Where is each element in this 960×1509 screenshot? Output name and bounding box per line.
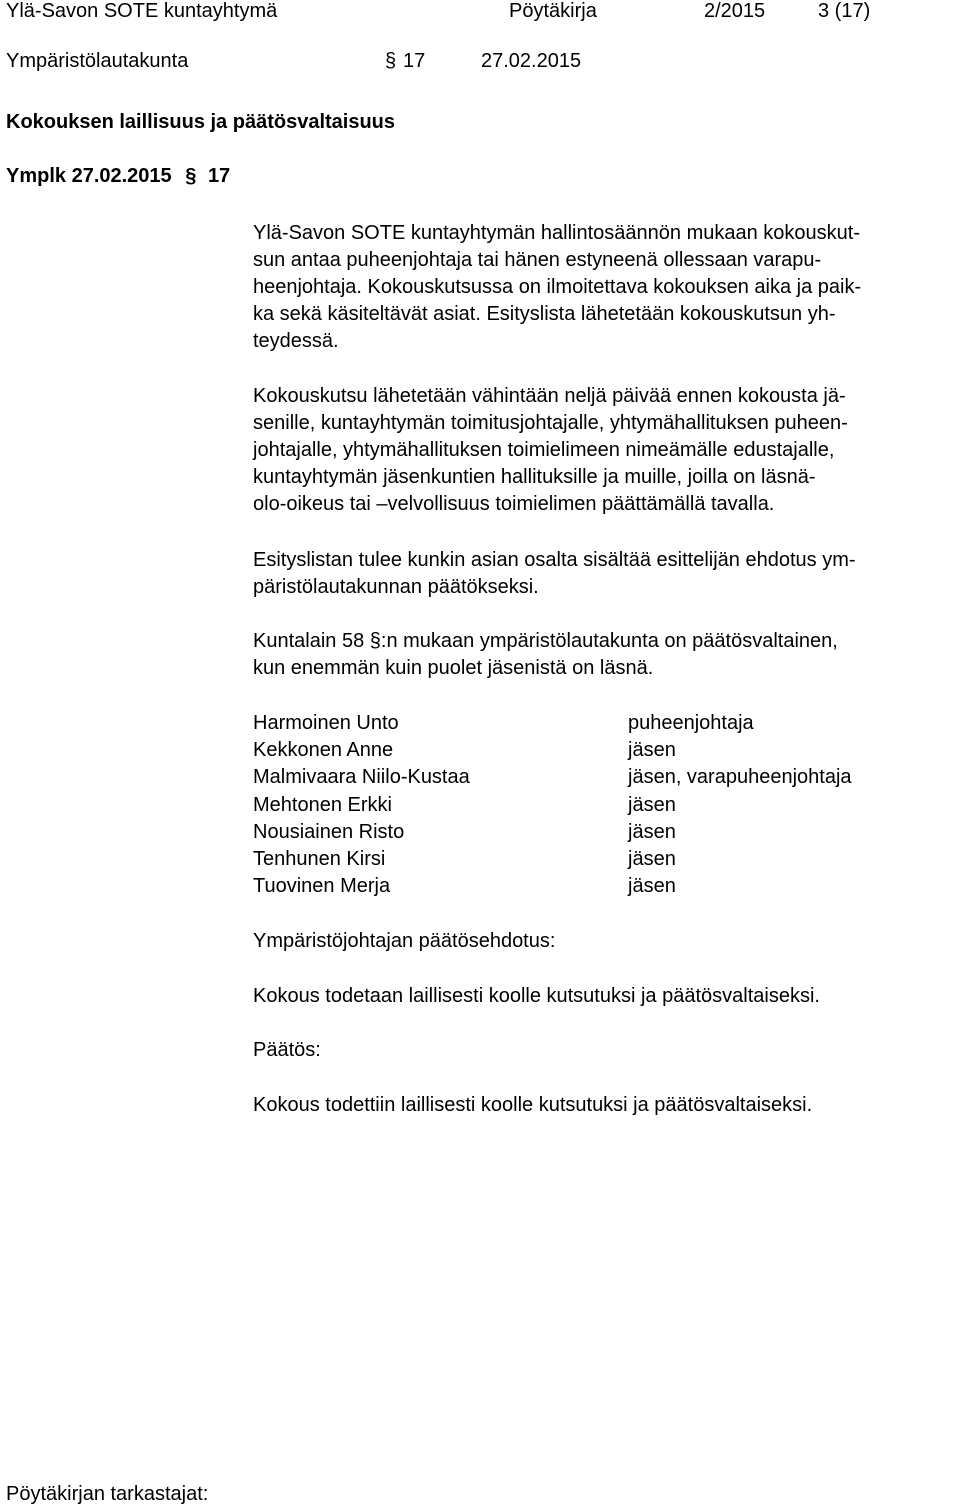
reference-section-mark: § — [185, 165, 197, 187]
proposal-text: Kokous todetaan laillisesti koolle kutsutuksi ja päätösvaltaiseksi. — [253, 985, 820, 1007]
member-role: jäsen — [628, 793, 676, 816]
committee-name: Ympäristölautakunta — [6, 50, 189, 72]
decision-text: Kokous todettiin laillisesti koolle kutsutuksi ja päätösvaltaiseksi. — [253, 1094, 813, 1116]
page-title: Kokouksen laillisuus ja päätösvaltaisuus — [6, 111, 396, 133]
quorum-text-after: :n mukaan ympäristölautakunta on päätösvaltainen, — [380, 630, 838, 652]
organization-name: Ylä-Savon SOTE kuntayhtymä — [6, 0, 278, 22]
paragraph-line: Esityslistan tulee kunkin asian osalta sisältää esittelijän ehdotus ym- — [253, 549, 856, 571]
member-row — [253, 873, 953, 900]
section-mark: § — [385, 50, 397, 72]
quorum-section-mark: § — [369, 630, 381, 652]
paragraph-line: johtajalle, yhtymähallituksen toimielimeen nimeämälle edustajalle, — [253, 439, 835, 461]
member-row — [253, 764, 953, 791]
member-role: jäsen — [628, 875, 676, 898]
member-row — [253, 819, 953, 846]
member-name: Nousiainen Risto — [253, 820, 405, 843]
paragraph-quorum — [253, 628, 958, 682]
paragraph-meeting-notice — [253, 220, 958, 355]
member-name: Tuovinen Merja — [253, 875, 391, 898]
member-name: Kekkonen Anne — [253, 739, 394, 762]
member-role: jäsen — [628, 847, 676, 870]
member-row — [253, 737, 953, 764]
section-number: 17 — [403, 50, 426, 72]
member-role: puheenjohtaja — [628, 712, 754, 734]
member-name: Harmoinen Unto — [253, 712, 399, 734]
member-role: jäsen — [628, 739, 676, 762]
paragraph-line: senille, kuntayhtymän toimitusjohtajalle, yhtymähallituksen puheen- — [253, 412, 848, 434]
reviewers-label: Pöytäkirjan tarkastajat: — [6, 1483, 209, 1505]
reference-number: 17 — [207, 165, 231, 187]
section-reference — [6, 163, 230, 190]
paragraph-agenda-content — [253, 547, 958, 601]
member-row — [253, 846, 953, 873]
paragraph-line: teydessä. — [253, 330, 339, 352]
member-row — [253, 710, 953, 737]
paragraph-line: sun antaa puheenjohtaja tai hänen estyneenä ollessaan varapu- — [253, 249, 822, 271]
proposal-label: Ympäristöjohtajan päätösehdotus: — [253, 930, 556, 952]
paragraph-line — [253, 628, 958, 655]
page-number: 3 (17) — [818, 0, 871, 22]
reference-text: Ymplk 27.02.2015 — [6, 165, 172, 187]
paragraph-line: kuntayhtymän jäsenkuntien hallituksille ja muille, joilla on läsnä- — [253, 466, 816, 488]
paragraph-line: heenjohtaja. Kokouskutsussa on ilmoitettava kokouksen aika ja paik- — [253, 276, 862, 298]
paragraph-notice-recipients — [253, 383, 958, 518]
member-role: jäsen, varapuheenjohtaja — [628, 766, 852, 789]
member-role: jäsen — [628, 820, 676, 843]
paragraph-line: ka sekä käsiteltävät asiat. Esityslista lähetetään kokouskutsun yh- — [253, 303, 836, 325]
paragraph-line: kun enemmän kuin puolet jäsenistä on läsnä. — [253, 657, 654, 679]
meeting-date: 27.02.2015 — [481, 50, 582, 72]
member-name: Malmivaara Niilo-Kustaa — [253, 766, 470, 789]
member-row — [253, 792, 953, 819]
member-name: Mehtonen Erkki — [253, 793, 392, 816]
member-name: Tenhunen Kirsi — [253, 847, 386, 870]
paragraph-line: olo-oikeus tai –velvollisuus toimielimen päättämällä tavalla. — [253, 493, 775, 515]
paragraph-line: Ylä-Savon SOTE kuntayhtymän hallintosäännön mukaan kokouskut- — [253, 222, 861, 244]
document-type: Pöytäkirja — [509, 0, 597, 22]
paragraph-line: Kokouskutsu lähetetään vähintään neljä päivää ennen kokousta jä- — [253, 385, 846, 407]
paragraph-line: päristölautakunnan päätökseksi. — [253, 576, 539, 598]
document-number: 2/2015 — [704, 0, 766, 22]
quorum-text-before: Kuntalain 58 — [253, 630, 370, 652]
members-list — [253, 710, 953, 900]
decision-label: Päätös: — [253, 1039, 321, 1061]
